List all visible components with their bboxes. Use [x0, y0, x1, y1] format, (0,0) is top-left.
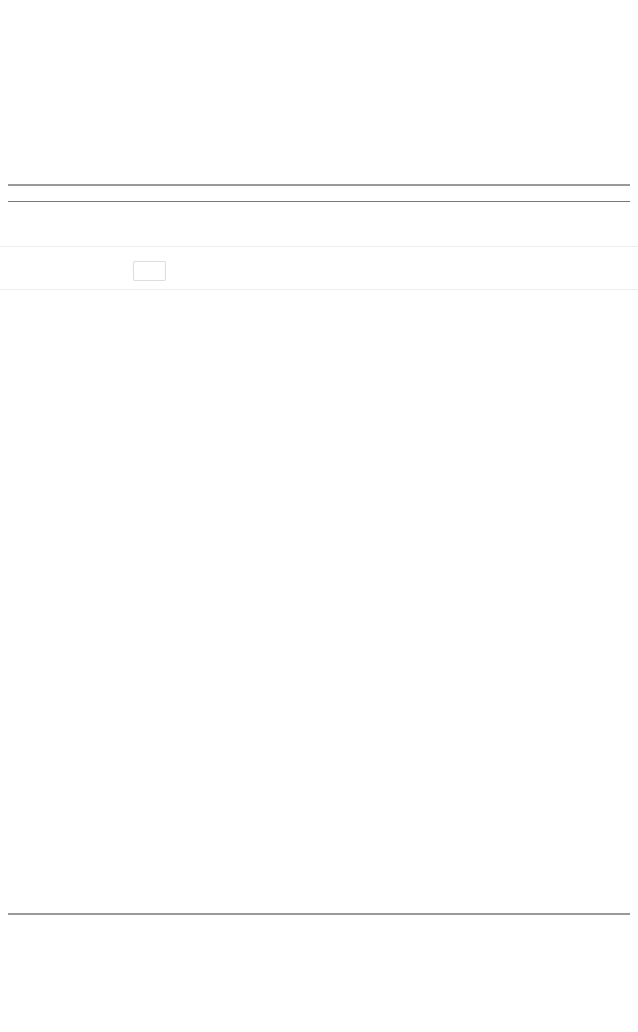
page-number-input[interactable]: [133, 261, 166, 281]
table-top: [0, 187, 638, 201]
section-neg-description: [20, 78, 32, 94]
table-header-rule: [8, 201, 630, 202]
section-pos-description: [20, 942, 32, 958]
viewer-toolbar: [0, 246, 638, 290]
table-top-rule: [8, 184, 630, 186]
table-header-row: [0, 187, 638, 201]
section-pos-heading: [20, 918, 28, 936]
section-divider: [8, 913, 630, 915]
